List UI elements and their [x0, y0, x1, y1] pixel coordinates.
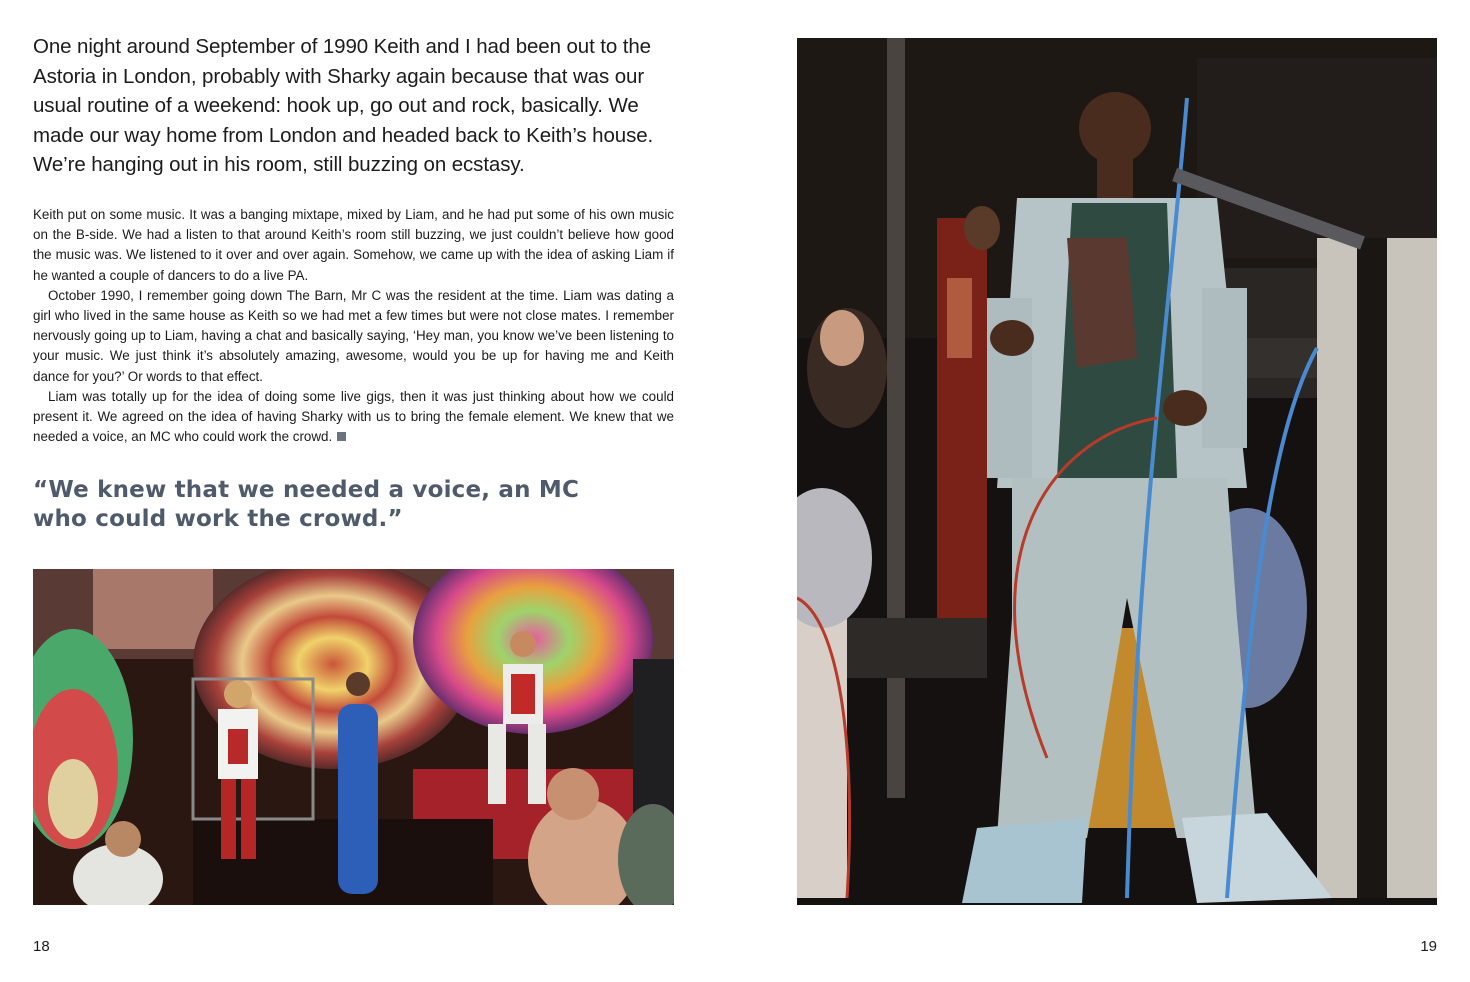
pull-quote: “We knew that we needed a voice, an MC who could work the crowd.” — [33, 477, 580, 532]
performer-photo-art — [797, 38, 1437, 905]
performer-photo — [797, 38, 1437, 905]
lead-paragraph: One night around September of 1990 Keith and I had been out to the Astoria in London, probably with Sharky again because that was our usual routine of a weekend: hook up, go out and rock, basically. We made our way home from London and headed back to Keith’s house. We’re hanging out in his room, still buzzing on ecstasy. — [33, 35, 654, 176]
end-mark-icon — [337, 432, 346, 441]
body-paragraph-3-text: Liam was totally up for the idea of doing some live gigs, then it was just thinking about how we could present it. We agreed on the idea of having Sharky with us to bring the female element. We knew that we needed a voice, an MC who could work the crowd. — [33, 388, 674, 445]
body-paragraph-1: Keith put on some music. It was a banging mixtape, mixed by Liam, and he had put some of his own music on the B-side. We had a listen to that around Keith’s room still buzzing, we just couldn’t believe how good the music was. We listened to it over and over again. Somehow, we came up with the idea of asking Liam if he wanted a couple of dancers to do a live PA. — [33, 207, 674, 283]
body-paragraph-3 — [33, 387, 674, 448]
rave-stage-photo — [33, 569, 674, 905]
page-number-right: 19 — [1420, 938, 1437, 955]
page-number-left: 18 — [33, 938, 50, 955]
right-page — [735, 0, 1470, 982]
body-paragraph-2: October 1990, I remember going down The Barn, Mr C was the resident at the time. Liam was dating a girl who lived in the same house as Keith so we had met a few times but were not close mates. I remember nervously going up to Liam, having a chat and basically saying, ‘Hey man, you know we’ve been listening to your music. We just think it’s absolutely amazing, awesome, would you be up for having me and Keith dance for you?’ Or words to that effect. — [33, 287, 674, 384]
body-text — [33, 205, 674, 447]
rave-stage-photo-art — [33, 569, 674, 905]
